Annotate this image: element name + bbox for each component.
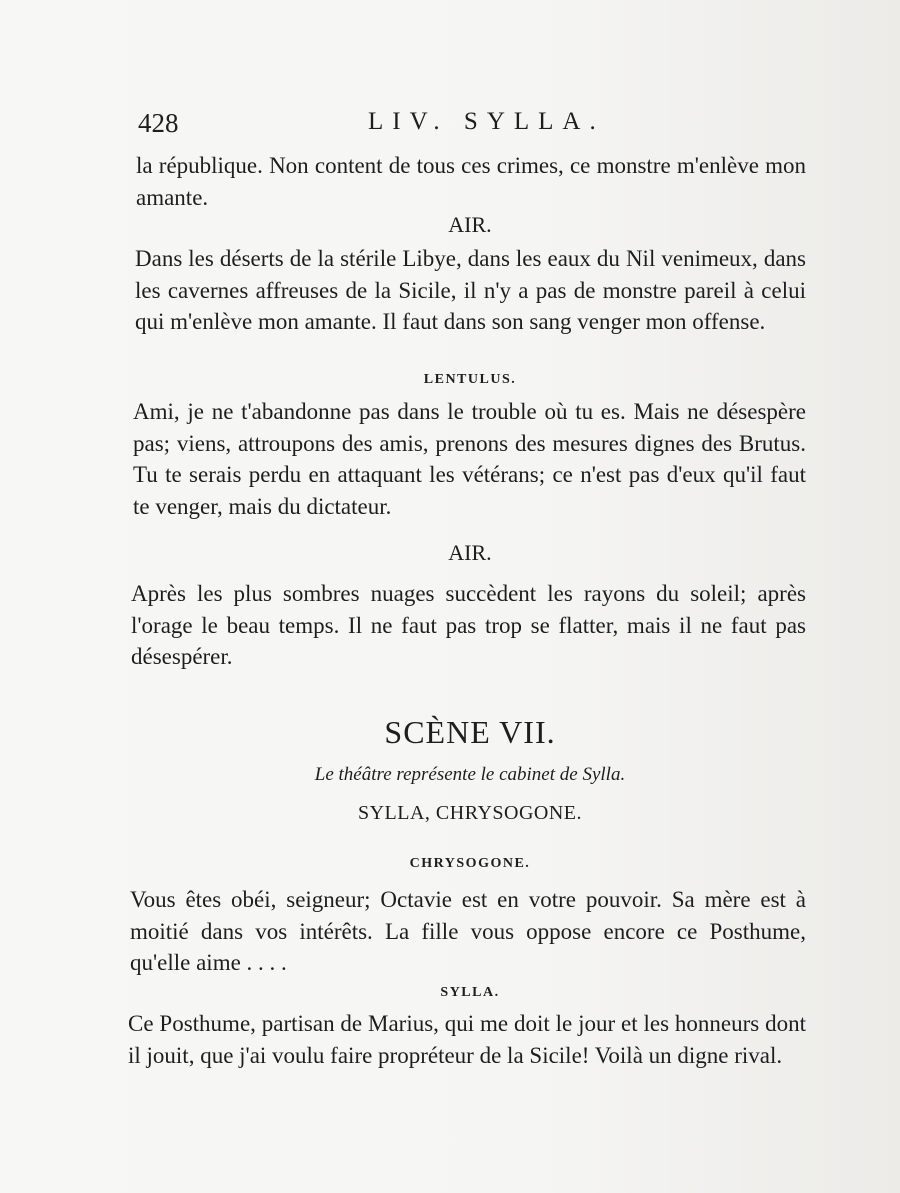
stage-direction: Le théâtre représente le cabinet de Sylla. [314, 764, 626, 785]
paragraph-chrysogone: Vous êtes obéi, seigneur; Octavie est en votre pouvoir. Sa mère est à moitié dans vos intérêts. La fille vous oppose encore ce Posthume, qu'elle aime . . . . [130, 887, 806, 975]
speaker-label-chrysogone: CHRYSOGONE. [409, 856, 531, 871]
paragraph-continuation: la république. Non content de tous ces crimes, ce monstre m'enlève mon amante. [136, 153, 806, 210]
speaker-label-lentulus: LENTULUS. [423, 372, 517, 387]
paragraph-air-2: Après les plus sombres nuages succèdent les rayons du soleil; après l'orage le beau temps. Il ne faut pas trop se flatter, mais il ne faut pas désespérer. [131, 581, 806, 669]
page-number: 428 [138, 108, 179, 138]
paragraph-air-1: Dans les déserts de la stérile Libye, dans les eaux du Nil venimeux, dans les cavernes affreuses de la Sicile, il n'y a pas de monstre pareil à celui qui m'enlève mon amante. Il faut dans son sang venger mon offense. [135, 246, 806, 334]
character-list: SYLLA, CHRYSOGONE. [357, 802, 583, 824]
speaker-label-sylla: SYLLA. [440, 985, 500, 1000]
air-heading: AIR. [448, 212, 492, 237]
paragraph-lentulus: Ami, je ne t'abandonne pas dans le trouble où tu es. Mais ne désespère pas; viens, attroupons des amis, prenons des mesures dignes des Brutus. Tu te serais perdu en attaquant les vétérans; ce n'est pas d'eux qu'il faut te venger, mais du dictateur. [133, 399, 806, 519]
air-heading: AIR. [448, 540, 492, 565]
page-header [138, 108, 808, 142]
running-title: LIV. SYLLA. [368, 108, 605, 135]
scene-title: SCÈNE VII. [384, 714, 556, 750]
paragraph-sylla: Ce Posthume, partisan de Marius, qui me doit le jour et les honneurs dont il jouit, que j'ai voulu faire propréteur de la Sicile! Voilà un digne rival. [128, 1011, 806, 1068]
